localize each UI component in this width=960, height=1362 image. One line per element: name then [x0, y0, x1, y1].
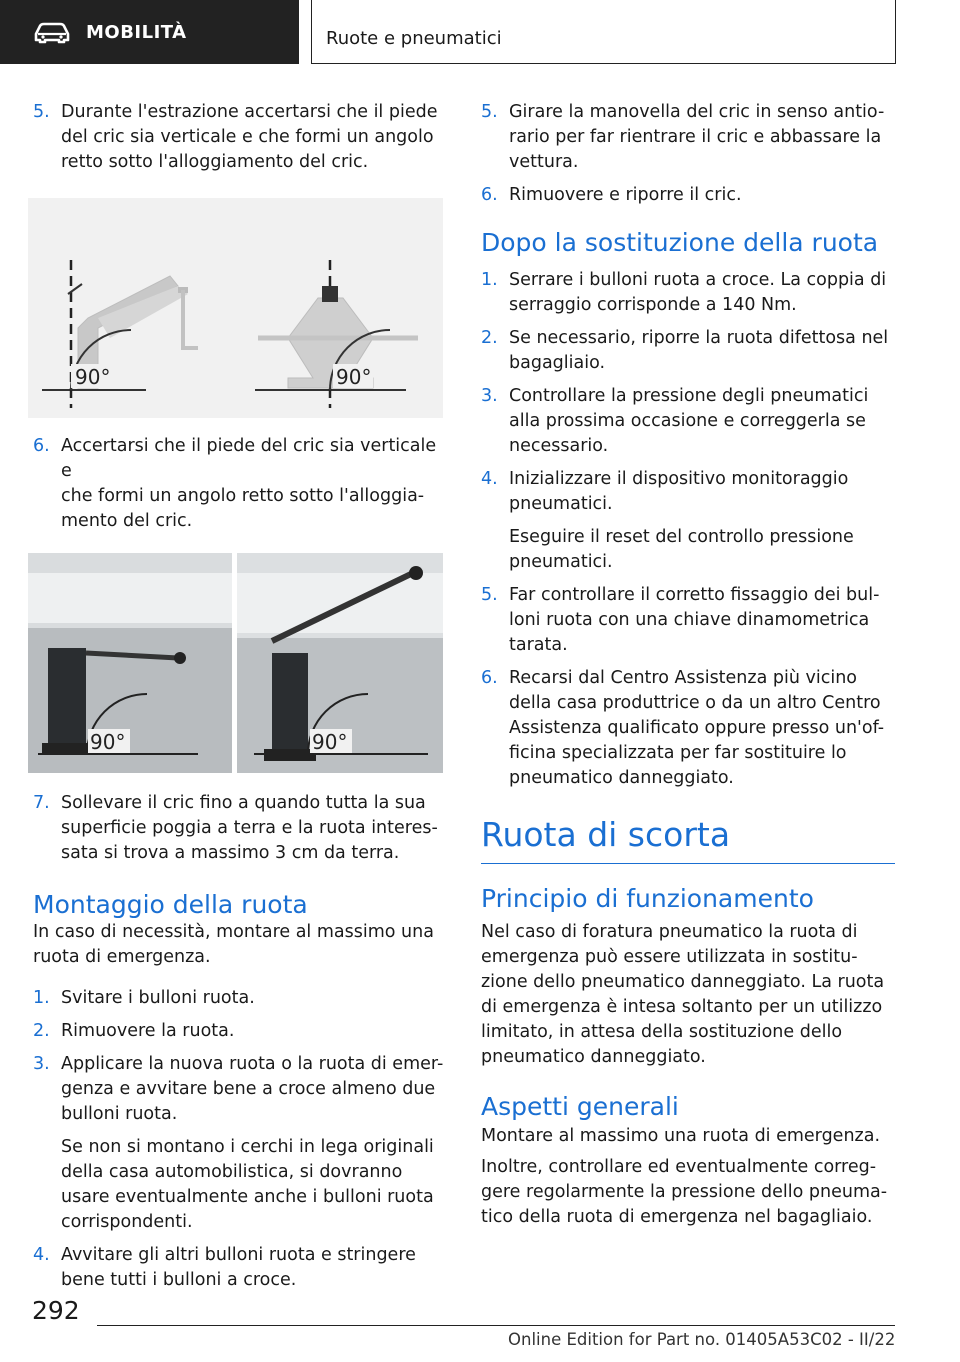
jack-photo-figure [28, 553, 443, 773]
step-text: Sollevare il cric fino a quando tutta la sua superficie poggia a terra e la ruota interes- sata si trova a massimo 3 cm da terra. [61, 793, 438, 863]
edition-text: Online Edition for Part no. 01405A53C02 - II/22 [508, 1330, 896, 1349]
dopo-step-5: 5. Far controllare il corretto fissaggio dei bul- loni ruota con una chiave dinamometrica tarata. [481, 585, 880, 655]
dopo-step-2: 2. Se necessario, riporre la ruota difettosa nel bagagliaio. [481, 328, 889, 373]
footer-divider [97, 1325, 895, 1326]
page-number: 292 [32, 1296, 80, 1325]
montaggio-intro: In caso di necessità, montare al massimo una ruota di emergenza. [33, 922, 434, 967]
right-column [481, 100, 895, 1230]
angle-label-left: 90° [90, 730, 126, 754]
step-number: 5. [33, 102, 50, 122]
step-7-raise [33, 791, 445, 866]
angle-label-right: 90° [312, 730, 348, 754]
lower-step-6: 6. Rimuovere e riporre il cric. [481, 185, 742, 205]
heading-montaggio: Montaggio della ruota [33, 890, 308, 919]
chapter-header [311, 0, 896, 64]
aspetti-text-2: Inoltre, controllare ed eventualmente correg- gere regolarmente la pressione dello pneuma- tico della ruota di emergenza nel bagagliaio. [481, 1157, 888, 1227]
lower-step-5: 5. Girare la manovella del cric in senso antio- rario per far rientrare il cric e abbassare la vettura. [481, 102, 885, 172]
step-text: Accertarsi che il piede del cric sia verticale e che formi un angolo retto sotto l'alloggia- mento del cric. [61, 436, 437, 531]
montaggio-step-1: 1. Svitare i bulloni ruota. [33, 988, 255, 1008]
section-label: MOBILITÀ [86, 21, 187, 43]
heading-dopo: Dopo la sostituzione della ruota [481, 228, 879, 257]
dopo-step-4: 4. Inizializzare il dispositivo monitoraggio pneumatici. Eseguire il reset del controllo pressione pneumatici. [481, 469, 854, 572]
dopo-step-1: 1. Serrare i bulloni ruota a croce. La coppia di serraggio corrisponde a 140 Nm. [481, 270, 887, 315]
step-5-extraction [33, 100, 445, 175]
step-text: Durante l'estrazione accertarsi che il piede del cric sia verticale e che formi un angolo retto sotto l'alloggiamento del cric. [61, 102, 438, 172]
angle-label-left: 90° [75, 365, 111, 389]
heading-ruota-di-scorta: Ruota di scorta [481, 815, 895, 864]
step-6-verify [33, 434, 445, 534]
montaggio-step-3-note: Se non si montano i cerchi in lega originali della casa automobilistica, si dovranno usare eventualmente anche i bulloni ruota corrispondenti. [61, 1137, 434, 1232]
montaggio-step-2: 2. Rimuovere la ruota. [33, 1021, 235, 1041]
montaggio-step-4: 4. Avvitare gli altri bulloni ruota e stringere bene tutti i bulloni a croce. [33, 1245, 416, 1290]
principio-text: Nel caso di foratura pneumatico la ruota di emergenza può essere utilizzata in sostitu- zione dello pneumatico danneggiato. La ruota di emergenza è intesa soltanto per un utilizzo limitato, in attesa della sostituzione dello pneumatico danneggiato. [481, 922, 885, 1067]
header-section-tab [0, 0, 299, 64]
heading-principio: Principio di funzionamento [481, 884, 814, 913]
dopo-step-6: 6. Recarsi dal Centro Assistenza più vicino della casa produttrice o da un altro Centro Assistenza qualificato oppure presso un'of- ficina specializzata per far sostituire lo pneumatico danneggiato. [481, 668, 885, 788]
montaggio-step-3: 3. Applicare la nuova ruota o la ruota di emer- genza e avvitare bene a croce almeno due bulloni ruota. Se non si montano i cerchi in lega originali della casa automobilistica, si dovranno usare eventualmente anche i bulloni ruota corrispondenti. [33, 1052, 445, 1235]
dopo-step-3: 3. Controllare la pressione degli pneumatici alla prossima occasione e correggerla se necessario. [481, 386, 869, 456]
heading-aspetti: Aspetti generali [481, 1092, 679, 1121]
left-column [33, 100, 445, 1293]
aspetti-text-1: Montare al massimo una ruota di emergenza. [481, 1126, 881, 1146]
jack-angle-figure [28, 198, 443, 418]
step-number: 7. [33, 793, 50, 813]
step-number: 6. [33, 436, 50, 456]
angle-label-right: 90° [336, 365, 372, 389]
car-icon [32, 20, 72, 44]
chapter-title: Ruote e pneumatici [326, 28, 502, 49]
